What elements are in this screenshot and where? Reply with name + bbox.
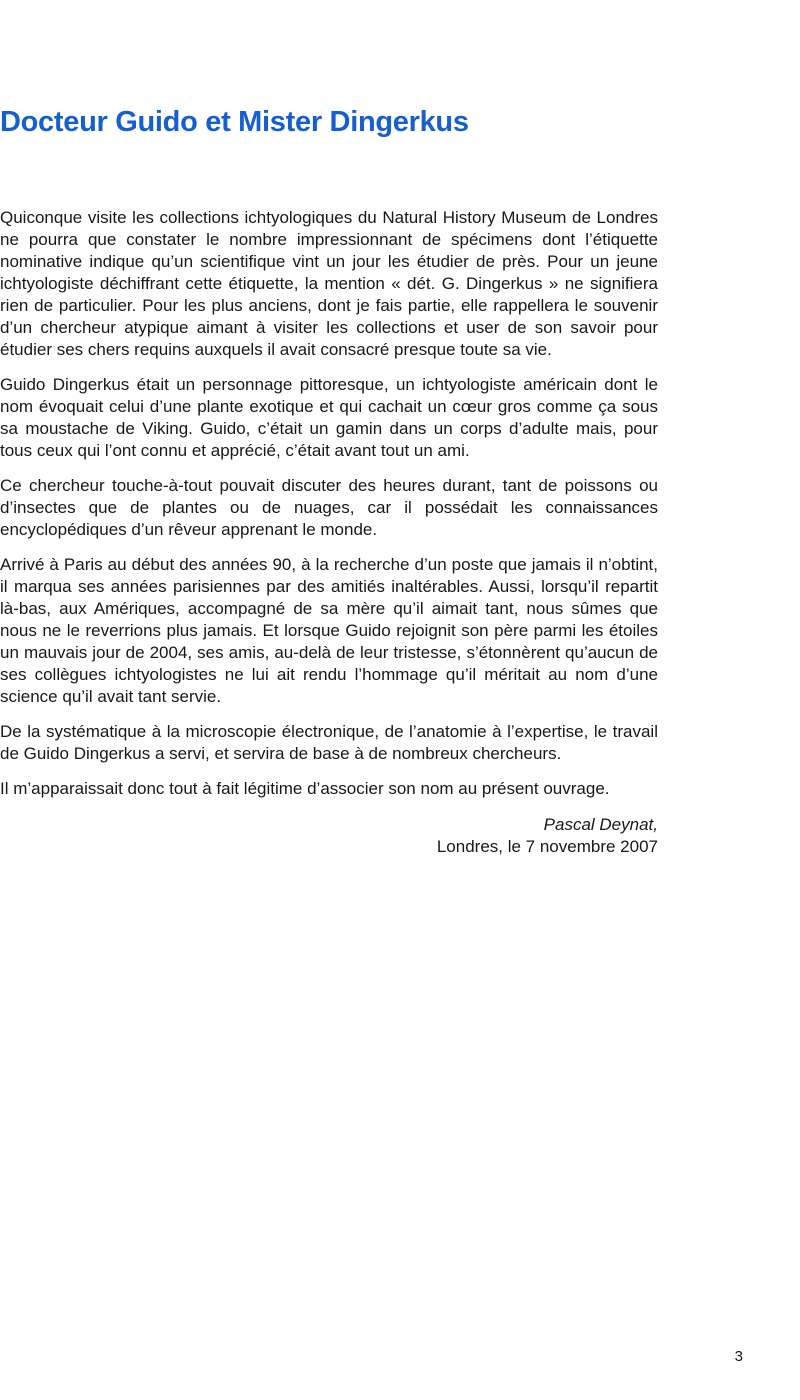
paragraph-3: Ce chercheur touche-à-tout pouvait discuter des heures durant, tant de poissons ou d’insectes que de plantes ou de nuages, car il possédait les connaissances encyclopédiques d’un rêveur apprenant le monde. — [0, 476, 658, 539]
paragraph-2: Guido Dingerkus était un personnage pittoresque, un ichtyologiste américain dont le nom évoquait celui d’une plante exotique et qui cachait un cœur gros comme ça sous sa moustache de Viking. Guido, c’était un gamin dans un corps d’adulte mais, pour tous ceux qui l’ont connu et apprécié, c’était avant tout un ami. — [0, 375, 658, 460]
paragraph-1: Quiconque visite les collections ichtyologiques du Natural History Museum de Londres ne pourra que constater le nombre impressionnant de spécimens dont l’étiquette nominative indique qu’un scientifique vint un jour les étudier de près. Pour un jeune ichtyologiste déchiffrant cette étiquette, la mention « dét. G. Dingerkus » ne signifiera rien de particulier. Pour les plus anciens, dont je fais partie, elle rappellera le souvenir d’un chercheur atypique aimant à visiter les collections et user de son savoir pour étudier ses chers requins auxquels il avait consacré presque toute sa vie. — [0, 208, 658, 359]
body-text — [0, 207, 658, 858]
page-number: 3 — [734, 1348, 743, 1365]
paragraph-4: Arrivé à Paris au début des années 90, à la recherche d’un poste que jamais il n’obtint, il marqua ses années parisiennes par des amitiés inaltérables. Aussi, lorsqu’il repartit là-bas, aux Amériques, accompagné de sa mère qu’il aimait tant, nous sûmes que nous ne le reverrions plus jamais. Et lorsque Guido rejoignit son père parmi les étoiles un mauvais jour de 2004, ses amis, au-delà de leur tristesse, s’étonnèrent qu’aucun de ses collègues ichtyologistes ne lui ait rendu l’hommage qu’il méritait au nom d’une science qu’il avait tant servie. — [0, 555, 658, 706]
signature-name: Pascal Deynat, — [543, 815, 658, 834]
signature-block — [0, 814, 658, 858]
paragraph-5: De la systématique à la microscopie électronique, de l’anatomie à l’expertise, le travail de Guido Dingerkus a servi, et servira de base à de nombreux chercheurs. — [0, 722, 658, 763]
paragraph-6: Il m’apparaissait donc tout à fait légitime d’associer son nom au présent ouvrage. — [0, 779, 610, 798]
page-title: Docteur Guido et Mister Dingerkus — [0, 106, 469, 138]
signature-place-date: Londres, le 7 novembre 2007 — [436, 837, 658, 856]
